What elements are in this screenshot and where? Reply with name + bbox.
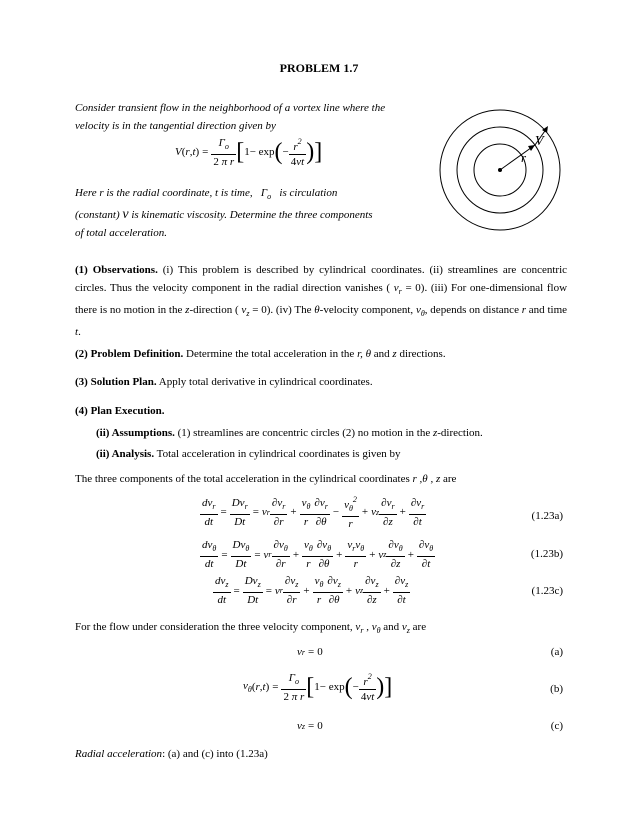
analysis: (ii) Analysis. Total acceleration in cylindrical coordinates is given by	[96, 448, 401, 460]
eq-number-1-23c: (1.23c)	[531, 585, 563, 597]
intro-line-2: velocity is in the tangential direction given by	[75, 120, 276, 132]
plan-execution-heading: (4) Plan Execution.	[75, 405, 165, 417]
intro-after	[75, 184, 567, 242]
label-V: V	[535, 134, 544, 149]
intro-after-line-1: Here r is the radial coordinate, t is time, $\Gamma_o$ is circulation	[75, 187, 338, 201]
intro-line-1: Consider transient flow in the neighborhood of a vortex line where the	[75, 102, 386, 114]
intro-after-line-3: of total acceleration.	[75, 227, 167, 239]
eq-number-b: (b)	[550, 683, 563, 695]
radius-arrowhead	[528, 145, 535, 151]
problem-definition: (2) Problem Definition. Determine the total acceleration in the r, θ and z directions.	[75, 348, 446, 360]
equation-1-23a: $\frac{dv_r}{dt}$ = $\frac{Dv_r}{Dt}$ = v r $\frac{\partial v_r}{\partial r}$ + $\frac{v_\theta}{r}$ $\frac{\partial v_r}{\partial\theta}$ − $\frac{v_\theta^2}{r}$ + v z $\frac{\partial v_r}{\partial z}$ + $\frac{\partial v_r}{\partial t}$	[202, 495, 425, 530]
observations-paragraph: (1) Observations. (i) This problem is described by cylindrical coordinates. (ii) streamlines are concentric circles. Thus the velocity component in the radial direction vanishes ( $v_r = 0$). (iii) For one-dimensional flow there is no motion in the z-direction ( $v_z = 0$). (iv) The θ-velocity component, $v_\theta$, depends on distance r and time t.	[75, 264, 568, 338]
label-r: r	[521, 150, 527, 165]
solution-plan: (3) Solution Plan. Apply total derivative in cylindrical coordinates.	[75, 376, 373, 388]
assumptions: (ii) Assumptions. (1) streamlines are concentric circles (2) no motion in the z-direction.	[96, 427, 483, 439]
eq-number-1-23a: (1.23a)	[531, 510, 563, 522]
intro-after-line-2: (constant) ν is kinematic viscosity. Determine the three components	[75, 207, 373, 222]
eq-number-a: (a)	[550, 646, 563, 658]
eq-number-c: (c)	[550, 720, 563, 732]
intro-text	[75, 99, 567, 135]
three-components-text: The three components of the total acceleration in the cylindrical coordinates r ,θ , z are	[75, 473, 457, 485]
equation-a: v r = 0	[297, 646, 323, 658]
equation-1-23b: $\frac{dv_\theta}{dt}$ = $\frac{Dv_\theta}{Dt}$ = v r $\frac{\partial v_\theta}{\partial r}$ + $\frac{v_\theta}{r}$ $\frac{\partial v_\theta}{\partial\theta}$ + $\frac{v_rv_\theta}{r}$ + v z $\frac{\partial v_\theta}{\partial z}$ + $\frac{\partial v_\theta}{\partial t}$	[202, 539, 434, 570]
page-title: PROBLEM 1.7	[279, 61, 359, 75]
radial-acceleration: Radial acceleration: (a) and (c) into (1.23a)	[75, 748, 268, 760]
flow-text: For the flow under consideration the three velocity component, $v_r$ , $v_\theta$ and $v_z$ are	[75, 621, 427, 635]
equation-1-23c: $\frac{dv_z}{dt}$ = $\frac{Dv_z}{Dt}$ = v r $\frac{\partial v_z}{\partial r}$ + $\frac{v_\theta}{r}$ $\frac{\partial v_z}{\partial\theta}$ + v z $\frac{\partial v_z}{\partial z}$ + $\frac{\partial v_z}{\partial t}$	[215, 575, 409, 606]
eq-number-1-23b: (1.23b)	[530, 548, 563, 560]
observations-heading: (1) Observations.	[75, 264, 158, 276]
equation-b: $v_\theta$ ( r , t ) = $\frac{\Gamma_o}{\text{2 π r}}$ [ 1− exp ( − $\frac{r^2}{4\nu t}$ ) ]	[243, 671, 393, 703]
equation-c: v z = 0	[297, 720, 323, 732]
velocity-equation: V ( r , t ) = $\frac{\Gamma_o}{\text{2 π r}}$ [ 1− exp ( − $\frac{r^2}{4\nu t}$ ) ]	[175, 136, 323, 168]
